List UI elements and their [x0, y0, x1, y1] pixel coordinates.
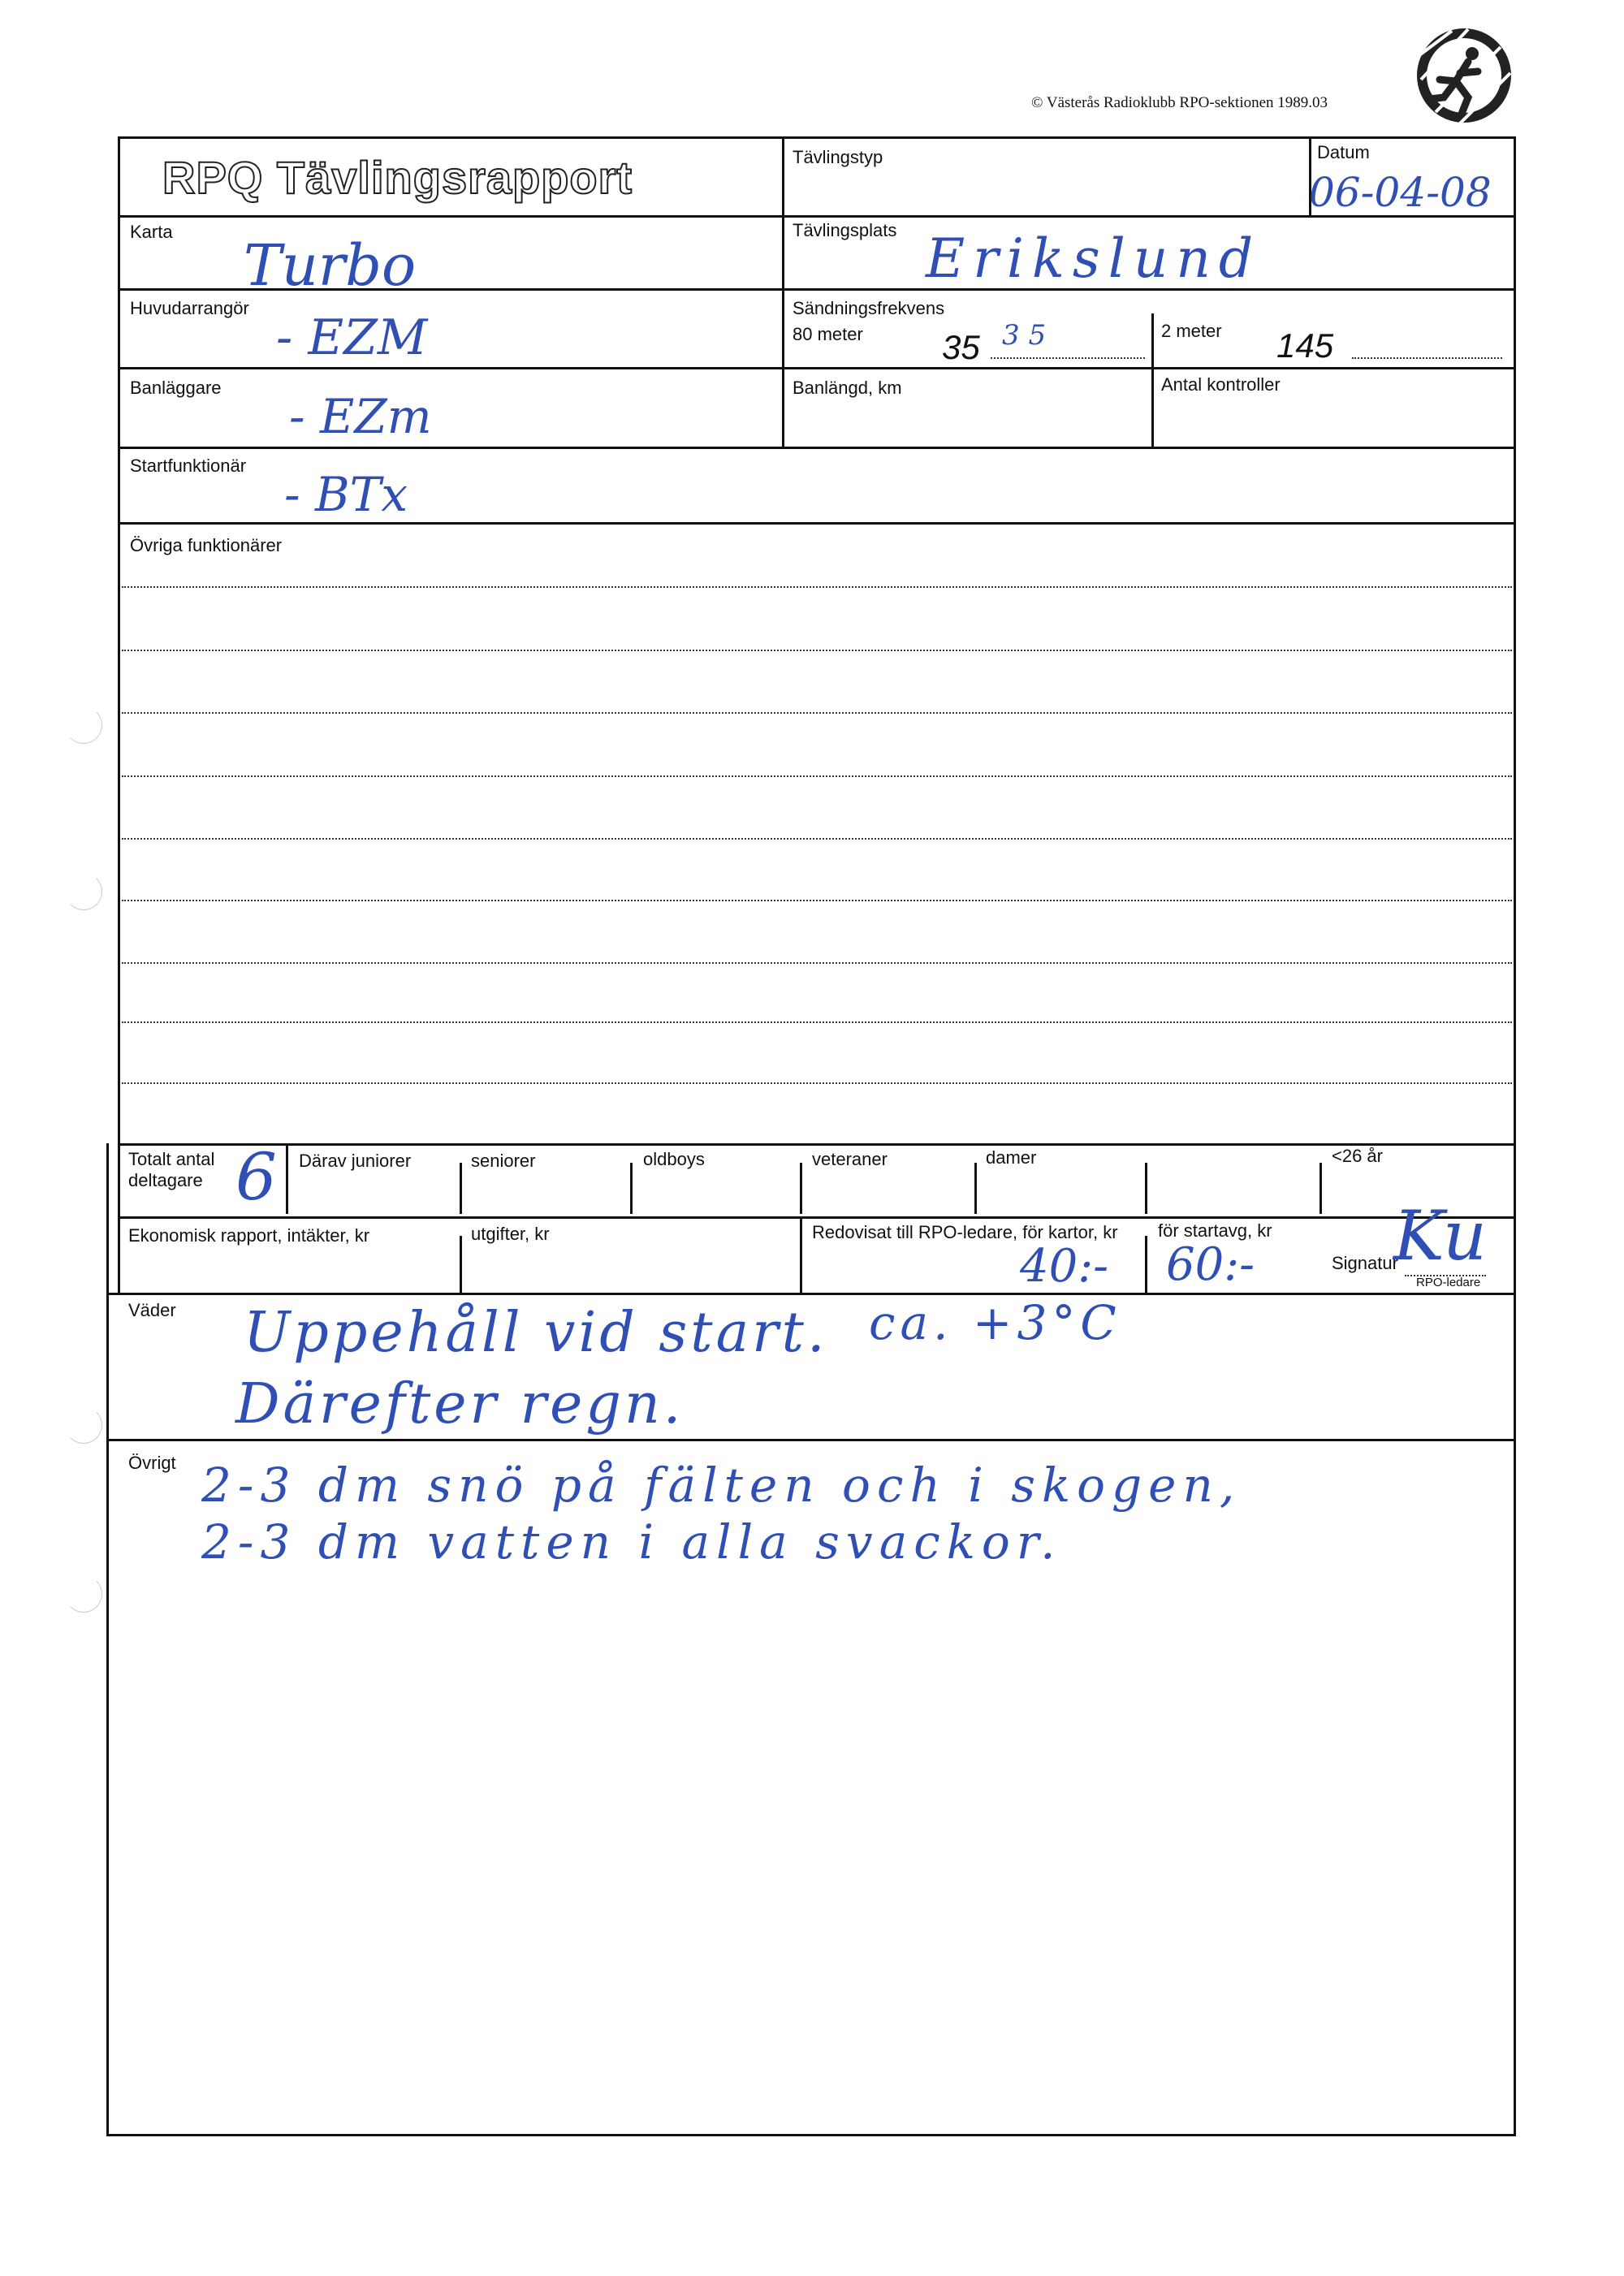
freq80-handwritten: 3 5 — [1002, 319, 1047, 352]
vader-line2: Därefter regn. — [235, 1372, 685, 1436]
freq80-printed: 35 — [942, 328, 980, 366]
label-rpo-ledare: RPO-ledare — [1416, 1276, 1481, 1289]
banlaggare-value: - EZm — [289, 389, 432, 444]
label-darav-juniorer: Därav juniorer — [299, 1151, 412, 1171]
label-utgifter: utgifter, kr — [471, 1224, 550, 1244]
label-huvudarrangor: Huvudarrangör — [130, 298, 249, 318]
punch-hole-mark — [65, 1575, 102, 1613]
punch-hole-mark — [65, 706, 102, 744]
label-sandningsfrekvens: Sändningsfrekvens — [793, 298, 945, 318]
label-veteraner: veteraner — [812, 1149, 888, 1169]
label-damer: damer — [986, 1147, 1037, 1168]
huvudarrangor-value: - EZM — [276, 309, 428, 366]
label-seniorer: seniorer — [471, 1151, 536, 1171]
startfunktionar-value: - BTx — [284, 467, 408, 522]
label-tavlingstyp: Tävlingstyp — [793, 147, 883, 167]
punch-hole-mark — [65, 873, 102, 910]
label-vader: Väder — [128, 1300, 176, 1320]
datum-value: 06-04-08 — [1309, 169, 1492, 216]
copyright-notice: © Västerås Radioklubb RPO-sektionen 1989.03 — [1031, 94, 1328, 111]
kartor-kr-value: 40:- — [1020, 1240, 1109, 1293]
punch-hole-mark — [65, 1406, 102, 1444]
ovrigt-line2: 2-3 dm vatten i alla svackor. — [201, 1514, 1062, 1570]
label-startfunktionar: Startfunktionär — [130, 456, 247, 476]
freq2-value: 145 — [1276, 326, 1334, 365]
label-ovrigt: Övrigt — [128, 1453, 176, 1473]
label-redovisat: Redovisat till RPO-ledare, för kartor, kr — [812, 1222, 1118, 1242]
label-under-26: <26 år — [1332, 1146, 1383, 1166]
label-oldboys: oldboys — [643, 1149, 705, 1169]
signatur-value: Ku — [1393, 1196, 1488, 1276]
totalt-antal-value: 6 — [235, 1139, 277, 1215]
label-deltagare: deltagare — [128, 1170, 203, 1190]
label-datum: Datum — [1317, 142, 1370, 162]
karta-value: Turbo — [244, 232, 417, 299]
label-for-startavg: för startavg, kr — [1158, 1220, 1272, 1241]
label-antal-kontroller: Antal kontroller — [1161, 374, 1281, 395]
vader-temp: ca. +3°C — [869, 1295, 1121, 1350]
label-ovriga-funktionarer: Övriga funktionärer — [130, 535, 283, 555]
vader-line1: Uppehåll vid start. — [244, 1301, 828, 1365]
label-totalt-antal: Totalt antal — [128, 1149, 215, 1169]
ovrigt-line1: 2-3 dm snö på fälten och i skogen, — [201, 1458, 1242, 1513]
label-tavlingsplats: Tävlingsplats — [793, 220, 897, 240]
label-ekonomisk-rapport: Ekonomisk rapport, intäkter, kr — [128, 1225, 370, 1246]
tavlingsplats-value: Erikslund — [926, 227, 1262, 290]
label-signatur: Signatur — [1332, 1253, 1398, 1273]
label-80-meter: 80 meter — [793, 324, 863, 344]
orienteering-runner-logo-icon — [1411, 23, 1517, 128]
label-karta: Karta — [130, 222, 173, 242]
label-2-meter: 2 meter — [1161, 321, 1222, 341]
label-banlangd: Banlängd, km — [793, 378, 902, 398]
startavg-kr-value: 60:- — [1166, 1238, 1255, 1291]
label-banlaggare: Banläggare — [130, 378, 222, 398]
form-title: RPQ Tävlingsrapport — [162, 152, 633, 203]
